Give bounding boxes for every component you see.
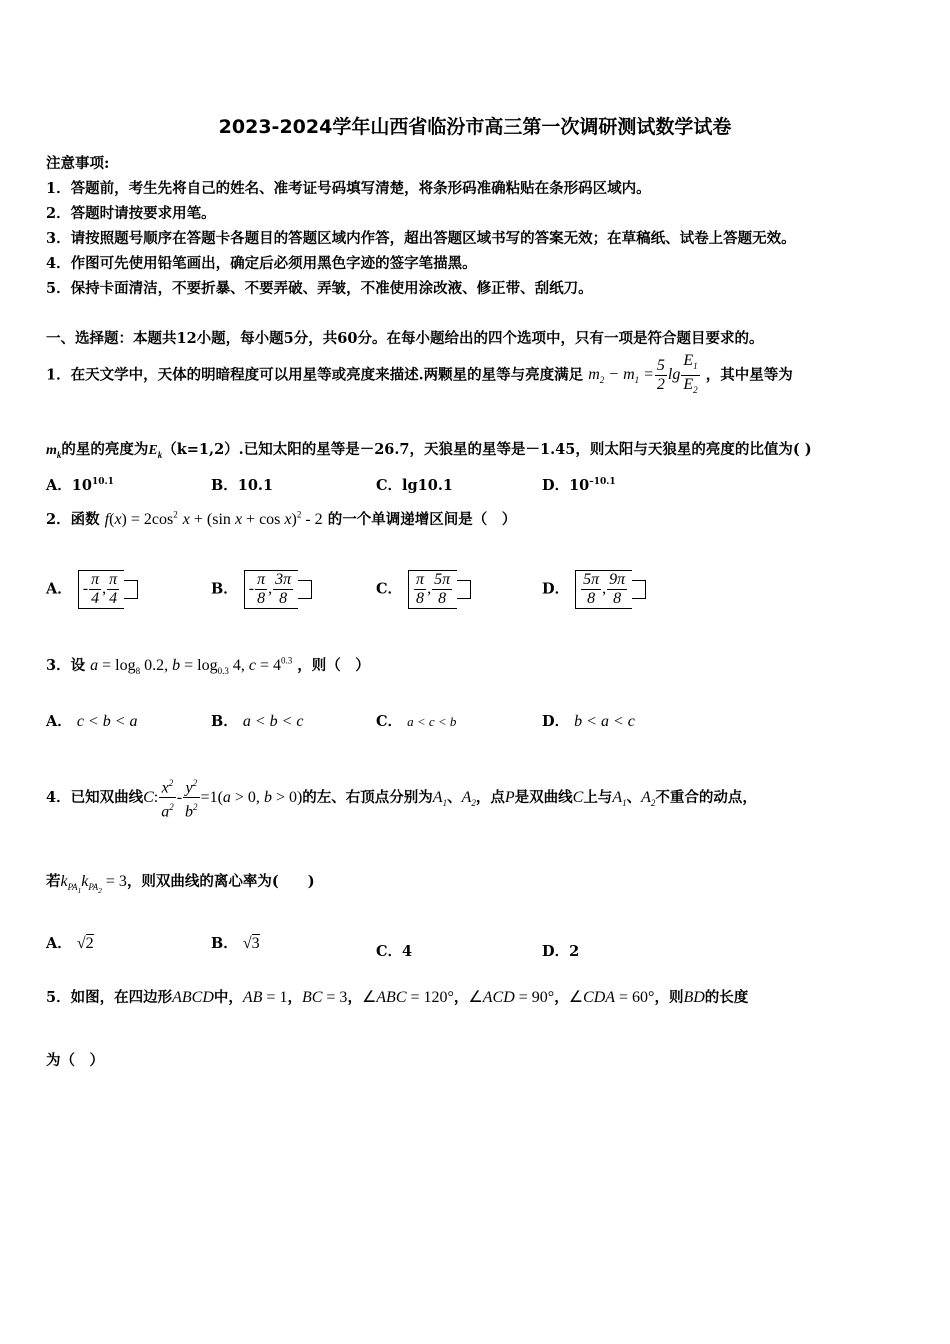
notice-item-4: 4．作图可先使用铅笔画出，确定后必须用黑色字迹的签字笔描黑。: [46, 255, 477, 272]
q1-option-d[interactable]: D．$10^{-10.1}$: [542, 477, 616, 494]
q3-option-a[interactable]: A． c < b < a: [46, 713, 138, 730]
q3-option-d[interactable]: D． b < a < c: [542, 713, 635, 730]
q4-option-c[interactable]: C．4: [376, 943, 413, 960]
question-1-line-2: $m_k$的星的亮度为$E_k(k=1,2)$.已知太阳的星等是－26.7，天狼星的星等是－1.45，则太阳与天狼星的亮度的比值为( ): [46, 441, 812, 460]
notice-item-5: 5．保持卡面清洁，不要折暴、不要弄破、弄皱，不准使用涂改液、修正带、刮纸刀。: [46, 280, 593, 297]
q2-option-c[interactable]: C． $\frac{\pi}{8}$ , $\frac{5\pi}{8}$: [376, 570, 471, 609]
q4-option-b[interactable]: B． √3: [211, 935, 260, 952]
q1-option-c[interactable]: C．lg10.1: [376, 477, 454, 494]
q2-formula: f: [104, 511, 110, 528]
question-4-line-2: 若$k_{PA_1}k_{PA_2} = 3$，则双曲线的离心率为( ): [46, 873, 315, 895]
question-1-line-1: [46, 352, 793, 399]
section-heading: 一、选择题：本题共12小题，每小题5分，共60分。在每小题给出的四个选项中，只有一项是符合题目要求的。: [46, 330, 764, 347]
notice-item-1: 1．答题前，考生先将自己的姓名、准考证号码填写清楚，将条形码准确粘贴在条形码区域内。: [46, 180, 651, 197]
question-4-line-1: 4．已知双曲线C: $\frac{x^2}{a^2}$ - $\frac{y^2}{b^2}$ =1(a > 0, b > 0)的左、右顶点分别为$A_1$、$A_2$，点P是双曲线C上与$A_1$、$A_2$不重合的动点，: [46, 774, 757, 822]
q3-formula: a: [90, 657, 99, 674]
q2-option-a[interactable]: A． - $\frac{\pi}{4}$ , $\frac{\pi}{4}$: [46, 570, 138, 609]
q1-option-a[interactable]: A．$10^{10.1}$: [46, 477, 114, 494]
q2-option-d[interactable]: D． $\frac{5\pi}{8}$ , $\frac{9\pi}{8}$: [542, 570, 646, 609]
q4-slope-formula: $k_{PA_1}k_{PA_2}$: [60, 873, 102, 895]
notice-item-2: 2．答题时请按要求用笔。: [46, 205, 216, 222]
q1-mk: $m_k$: [46, 443, 62, 460]
q1-text-post: ，其中星等为: [705, 366, 793, 384]
q1-option-b[interactable]: B．10.1: [211, 477, 274, 494]
notice-item-3: 3．请按照题号顺序在答题卡各题目的答题区域内作答，超出答题区域书写的答案无效；在草稿纸、试卷上答题无效。: [46, 230, 796, 247]
page-title: 2023-2024学年山西省临汾市高三第一次调研测试数学试卷: [218, 116, 732, 138]
question-3: 3．设 $a = \log_8 0.2$, $b = \log_{0.3} 4$, $c = 4^{0.3}$ ，则（ ）: [46, 655, 370, 677]
q1-ek: $E_k$: [148, 443, 163, 460]
question-5-line-2: 为（ ）: [46, 1052, 104, 1069]
notice-heading: 注意事项:: [46, 155, 110, 172]
question-5-line-1: 5．如图，在四边形ABCD中，AB = 1，BC = 3，∠ABC = 120°，∠ACD = 90°，∠CDA = 60°，则BD的长度: [46, 989, 749, 1006]
question-2: 2．函数 $f(x) = 2\cos^2$ x + (sin x + cos x)$^2$ - 2 的一个单调递增区间是（ ）: [46, 509, 517, 528]
q3-option-c[interactable]: C． a < c < b: [376, 713, 457, 730]
q4-option-d[interactable]: D．2: [542, 943, 580, 960]
q4-formula: C: [143, 788, 154, 806]
q5-quad-abcd: ABCD: [172, 989, 214, 1006]
q3-option-b[interactable]: B． a < b < c: [211, 713, 304, 730]
q1-text-pre: 1．在天文学中，天体的明暗程度可以用星等或亮度来描述.两颗星的星等与亮度满足: [46, 366, 584, 384]
q4-option-a[interactable]: A． √2: [46, 935, 94, 952]
q1-formula: $m_2 - m_1$ = $\frac{5}{2}$ lg $\frac{E_1}{E_2}$: [588, 352, 698, 396]
q2-option-b[interactable]: B． - $\frac{\pi}{8}$ , $\frac{3\pi}{8}$: [211, 570, 312, 609]
